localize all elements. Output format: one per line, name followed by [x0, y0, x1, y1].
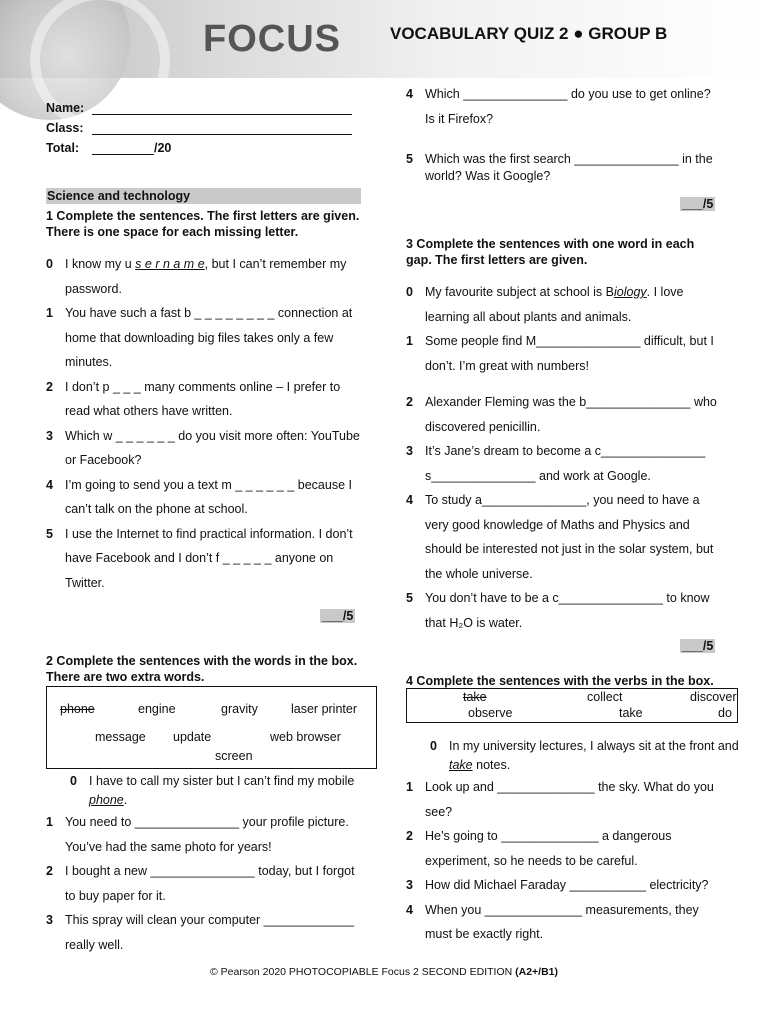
item-text[interactable]: When you ______________ measurements, they must be exactly right. — [425, 902, 699, 941]
item-number: 2 — [406, 395, 413, 409]
ex3-item — [406, 329, 718, 378]
ex4-item — [406, 737, 761, 775]
item-text[interactable]: Which w _ _ _ _ _ _ do you visit more often: YouTube or Facebook? — [65, 428, 360, 467]
student-fields — [46, 98, 366, 158]
item-text[interactable]: Look up and ______________ the sky. What do you see? — [425, 780, 714, 819]
ex1-item — [46, 522, 362, 596]
item-number: 3 — [406, 444, 413, 458]
word-box-item: take — [463, 690, 487, 704]
section-title: Science and technology — [46, 188, 361, 204]
ex4-word-box — [406, 688, 738, 723]
word-box-item: phone — [60, 702, 95, 716]
item-number: 2 — [46, 864, 53, 878]
item-text[interactable]: I’m going to send you a text m _ _ _ _ _ _ because I can’t talk on the phone at school. — [65, 477, 352, 516]
word-box-item: take — [619, 706, 643, 720]
word-box-item: discover — [690, 690, 737, 704]
item-text — [449, 737, 761, 775]
ex3-item — [406, 586, 718, 635]
item-text[interactable]: I use the Internet to find practical information. I don’t have Facebook and I don’t f _ _ _ _ _ anyone on Twitter. — [65, 526, 353, 590]
total-field[interactable] — [92, 142, 154, 155]
item-prefix: I have to call my sister but I can’t find my mobile — [89, 774, 355, 788]
item-number: 2 — [46, 379, 53, 394]
ex2-item — [46, 908, 362, 957]
item-text[interactable]: I bought a new _______________ today, but I forgot to buy paper for it. — [65, 864, 355, 903]
item-number: 3 — [46, 913, 53, 927]
ex4-item — [406, 898, 718, 947]
item-number: 0 — [406, 285, 413, 299]
ex1-item — [46, 301, 362, 375]
class-row — [46, 118, 366, 138]
ex3-item — [406, 390, 718, 439]
exercise-2-items — [46, 772, 362, 957]
item-number: 1 — [46, 306, 53, 320]
ex3-item — [406, 488, 718, 586]
ex2-score[interactable]: ___/5 — [682, 197, 714, 211]
item-number: 5 — [406, 152, 413, 166]
name-label: Name: — [46, 101, 85, 115]
example-answer: iology — [613, 285, 647, 299]
item-number: 4 — [406, 87, 413, 101]
ex4-item — [406, 873, 718, 898]
item-text[interactable]: You have such a fast b _ _ _ _ _ _ _ _ connection at home that downloading big files takes only a few minutes. — [65, 306, 353, 369]
item-number: 1 — [46, 815, 53, 829]
item-suffix: notes. — [472, 758, 511, 772]
exercise-4-instruction — [406, 673, 736, 689]
exercise-1 — [46, 208, 362, 595]
word-box-item: observe — [468, 706, 513, 720]
item-text — [65, 252, 362, 301]
item-text[interactable]: Some people find M_______________ difficult, but I don’t. I’m great with numbers! — [425, 334, 714, 373]
ex3-item — [406, 280, 718, 329]
item-number: 4 — [406, 902, 413, 917]
item-text — [425, 280, 718, 329]
word-box-item: gravity — [221, 702, 258, 716]
total-label: Total: — [46, 141, 80, 155]
ex2-item — [46, 772, 362, 810]
word-box-item: screen — [215, 749, 253, 763]
footer — [0, 966, 768, 978]
ex1-item — [46, 252, 362, 301]
item-suffix: . I love learning all about plants and animals. — [425, 285, 684, 324]
name-field[interactable] — [92, 102, 352, 115]
item-number: 3 — [406, 878, 413, 892]
item-number: 0 — [46, 257, 53, 271]
ex2-instruction: 2 Complete the sentences with the words in the box. There are two extra words. — [46, 654, 358, 684]
ex3-score[interactable]: ___/5 — [682, 639, 714, 653]
item-text[interactable]: You need to _______________ your profile picture. You’ve had the same photo for years! — [65, 815, 349, 854]
word-box-item: message — [95, 730, 146, 744]
total-row — [46, 138, 366, 158]
example-answer: phone — [89, 793, 124, 807]
example-answer: take — [449, 758, 473, 772]
item-number: 3 — [46, 428, 53, 443]
example-answer: s e r n a m e — [135, 257, 205, 271]
word-box-item: do — [718, 706, 732, 720]
brand-logo: FOCUS — [203, 18, 341, 60]
word-box-item: update — [173, 730, 212, 744]
item-text[interactable]: I don’t p _ _ _ many comments online – I prefer to read what others have written. — [65, 379, 341, 418]
item-text[interactable]: To study a_______________, you need to have a very good knowledge of Maths and Physics and should be interested not just in the solar system, but the whole universe. — [425, 493, 714, 581]
item-prefix: My favourite subject at school is B — [425, 285, 614, 299]
item-text[interactable]: Which _______________ do you use to get online? Is it Firefox? — [425, 87, 711, 126]
ex4-instruction: 4 Complete the sentences with the verbs in the box. — [406, 674, 714, 688]
word-box-item: web browser — [270, 730, 341, 744]
item-number: 0 — [70, 774, 77, 788]
exercise-2-instruction — [46, 653, 362, 685]
ex3-item — [406, 439, 718, 488]
item-number: 1 — [406, 780, 413, 794]
item-text[interactable]: Alexander Fleming was the b_______________ who discovered penicillin. — [425, 395, 717, 434]
ex3-instruction: 3 Complete the sentences with one word in each gap. The first letters are given. — [406, 237, 695, 267]
ex1-item — [46, 424, 362, 473]
item-number: 5 — [46, 526, 53, 541]
ex4-item — [406, 824, 718, 873]
ex1-instruction: 1 Complete the sentences. The first letters are given. There is one space for each missing letter. — [46, 209, 360, 239]
word-box-item: engine — [138, 702, 176, 716]
item-number: 5 — [406, 591, 413, 605]
word-box-item: laser printer — [291, 702, 357, 716]
exercise-2-continued — [406, 82, 718, 185]
item-text[interactable]: Which was the first search _______________ in the world? Was it Google? — [425, 152, 713, 183]
item-suffix: . — [123, 793, 128, 807]
item-prefix: I know my u — [65, 257, 136, 271]
item-text[interactable]: He’s going to ______________ a dangerous experiment, so he needs to be careful. — [425, 829, 672, 868]
item-text[interactable]: How did Michael Faraday ___________ electricity? — [425, 878, 709, 892]
class-field[interactable] — [92, 122, 352, 135]
item-text — [89, 772, 362, 810]
ex2-word-box — [46, 686, 377, 769]
item-text[interactable]: It’s Jane’s dream to become a c_______________ s_______________ and work at Google. — [425, 444, 706, 483]
footer-copyright: © Pearson 2020 PHOTOCOPIABLE Focus 2 SECOND EDITION — [209, 966, 516, 978]
class-label: Class: — [46, 121, 84, 135]
item-number: 0 — [430, 739, 437, 753]
name-row — [46, 98, 366, 118]
exercise-3 — [406, 236, 718, 635]
total-suffix: /20 — [154, 141, 172, 155]
word-box-item: collect — [587, 690, 623, 704]
ex2-item — [46, 810, 362, 859]
ex1-item — [46, 473, 362, 522]
ex4-item — [406, 775, 718, 824]
ex1-item — [46, 375, 362, 424]
exercise-4-items — [406, 737, 761, 947]
ex2-item — [406, 151, 718, 185]
item-number: 4 — [406, 493, 413, 507]
item-prefix: In my university lectures, I always sit at the front and — [449, 739, 739, 753]
ex2-item — [46, 859, 362, 908]
ex2-item — [406, 82, 718, 131]
footer-level: (A2+/B1) — [515, 966, 559, 978]
item-number: 2 — [406, 829, 413, 843]
item-suffix: , but I can’t remember my password. — [65, 257, 347, 296]
item-text[interactable]: This spray will clean your computer _____________ really well. — [65, 913, 355, 952]
item-number: 4 — [46, 477, 53, 492]
item-number: 1 — [406, 334, 413, 348]
item-text[interactable]: You don’t have to be a c_______________ to know that H₂O is water. — [425, 591, 710, 630]
ex1-score[interactable]: ___/5 — [322, 609, 354, 623]
header-banner — [0, 0, 768, 78]
quiz-title: VOCABULARY QUIZ 2 ● GROUP B — [390, 24, 668, 43]
